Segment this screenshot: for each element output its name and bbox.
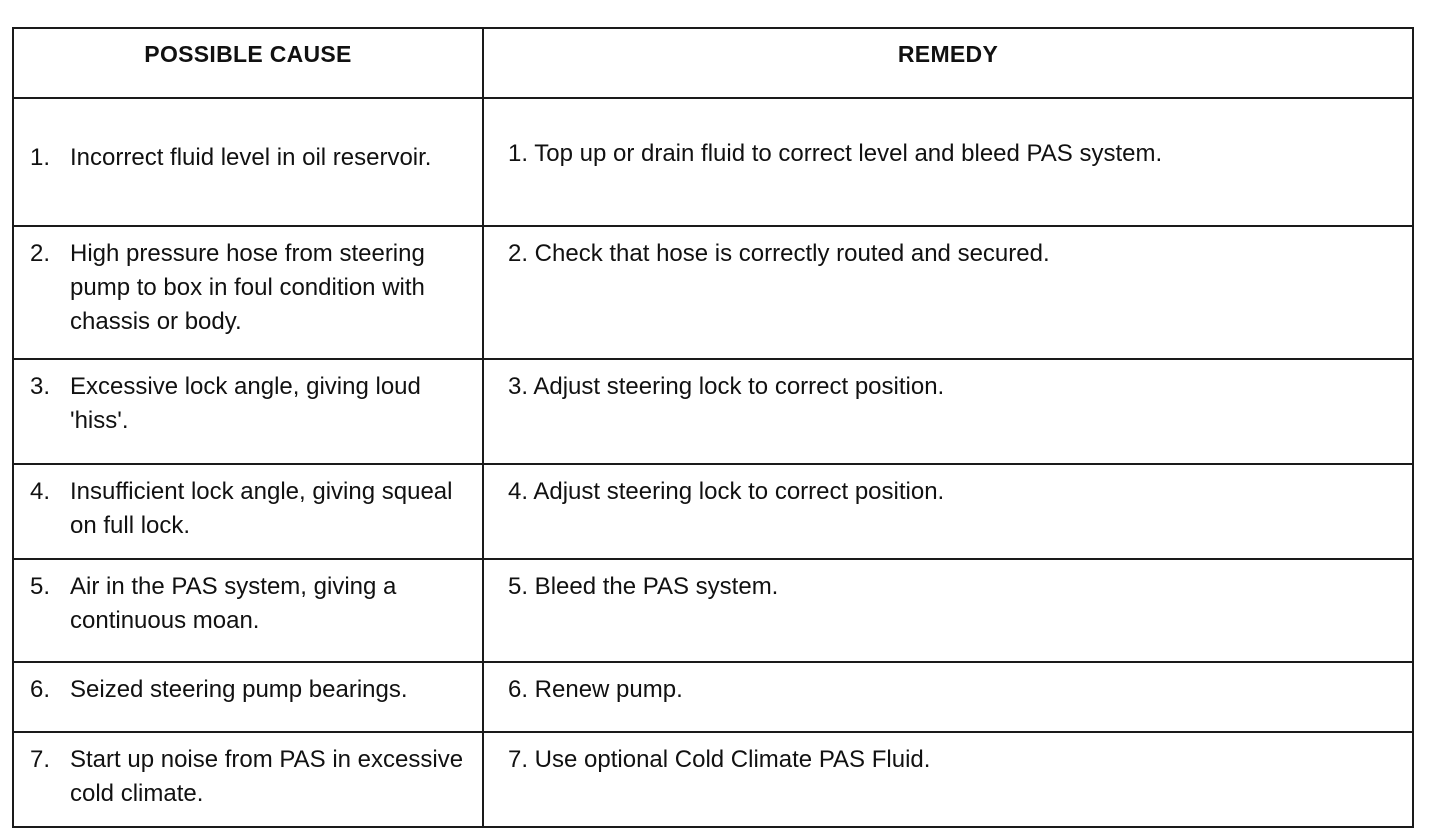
cause-number: 6. xyxy=(30,676,51,703)
remedy-cell: 1. Top up or drain fluid to correct level and bleed PAS system. xyxy=(483,98,1412,226)
cause-text: Start up noise from PAS in excessive cold climate. xyxy=(70,746,464,807)
cause-text: Insufficient lock angle, giving squeal on full lock. xyxy=(70,478,453,539)
cause-text: Seized steering pump bearings. xyxy=(70,676,408,703)
remedy-cell: 4. Adjust steering lock to correct position. xyxy=(483,464,1412,559)
cause-text: High pressure hose from steering pump to box in foul condition with chassis or body. xyxy=(70,240,425,335)
cause-cell xyxy=(14,359,483,464)
cause-cell xyxy=(14,662,483,732)
table-row xyxy=(14,98,1412,226)
table-row xyxy=(14,359,1412,464)
cause-text: Incorrect fluid level in oil reservoir. xyxy=(70,144,432,171)
cause-number: 4. xyxy=(30,478,51,505)
cause-number: 3. xyxy=(30,373,51,400)
cause-cell xyxy=(14,98,483,226)
cause-cell xyxy=(14,559,483,662)
cause-cell xyxy=(14,464,483,559)
cause-text: Excessive lock angle, giving loud 'hiss'. xyxy=(70,373,421,434)
troubleshooting-table xyxy=(14,29,1412,826)
cause-number: 5. xyxy=(30,573,51,600)
table-header-row xyxy=(14,29,1412,98)
cause-cell xyxy=(14,732,483,826)
table-row xyxy=(14,464,1412,559)
remedy-cell: 6. Renew pump. xyxy=(483,662,1412,732)
cause-text: Air in the PAS system, giving a continuous moan. xyxy=(70,573,397,634)
cause-cell xyxy=(14,226,483,359)
table-row xyxy=(14,226,1412,359)
table-row xyxy=(14,559,1412,662)
remedy-cell: 7. Use optional Cold Climate PAS Fluid. xyxy=(483,732,1412,826)
header-possible-cause: POSSIBLE CAUSE xyxy=(14,29,483,98)
header-remedy: REMEDY xyxy=(483,29,1412,98)
table-row xyxy=(14,662,1412,732)
cause-number: 2. xyxy=(30,240,51,267)
cause-number: 1. xyxy=(30,144,51,171)
troubleshooting-table-frame xyxy=(12,27,1414,828)
remedy-cell: 5. Bleed the PAS system. xyxy=(483,559,1412,662)
cause-number: 7. xyxy=(30,746,51,773)
table-row xyxy=(14,732,1412,826)
remedy-cell: 3. Adjust steering lock to correct position. xyxy=(483,359,1412,464)
remedy-cell: 2. Check that hose is correctly routed and secured. xyxy=(483,226,1412,359)
